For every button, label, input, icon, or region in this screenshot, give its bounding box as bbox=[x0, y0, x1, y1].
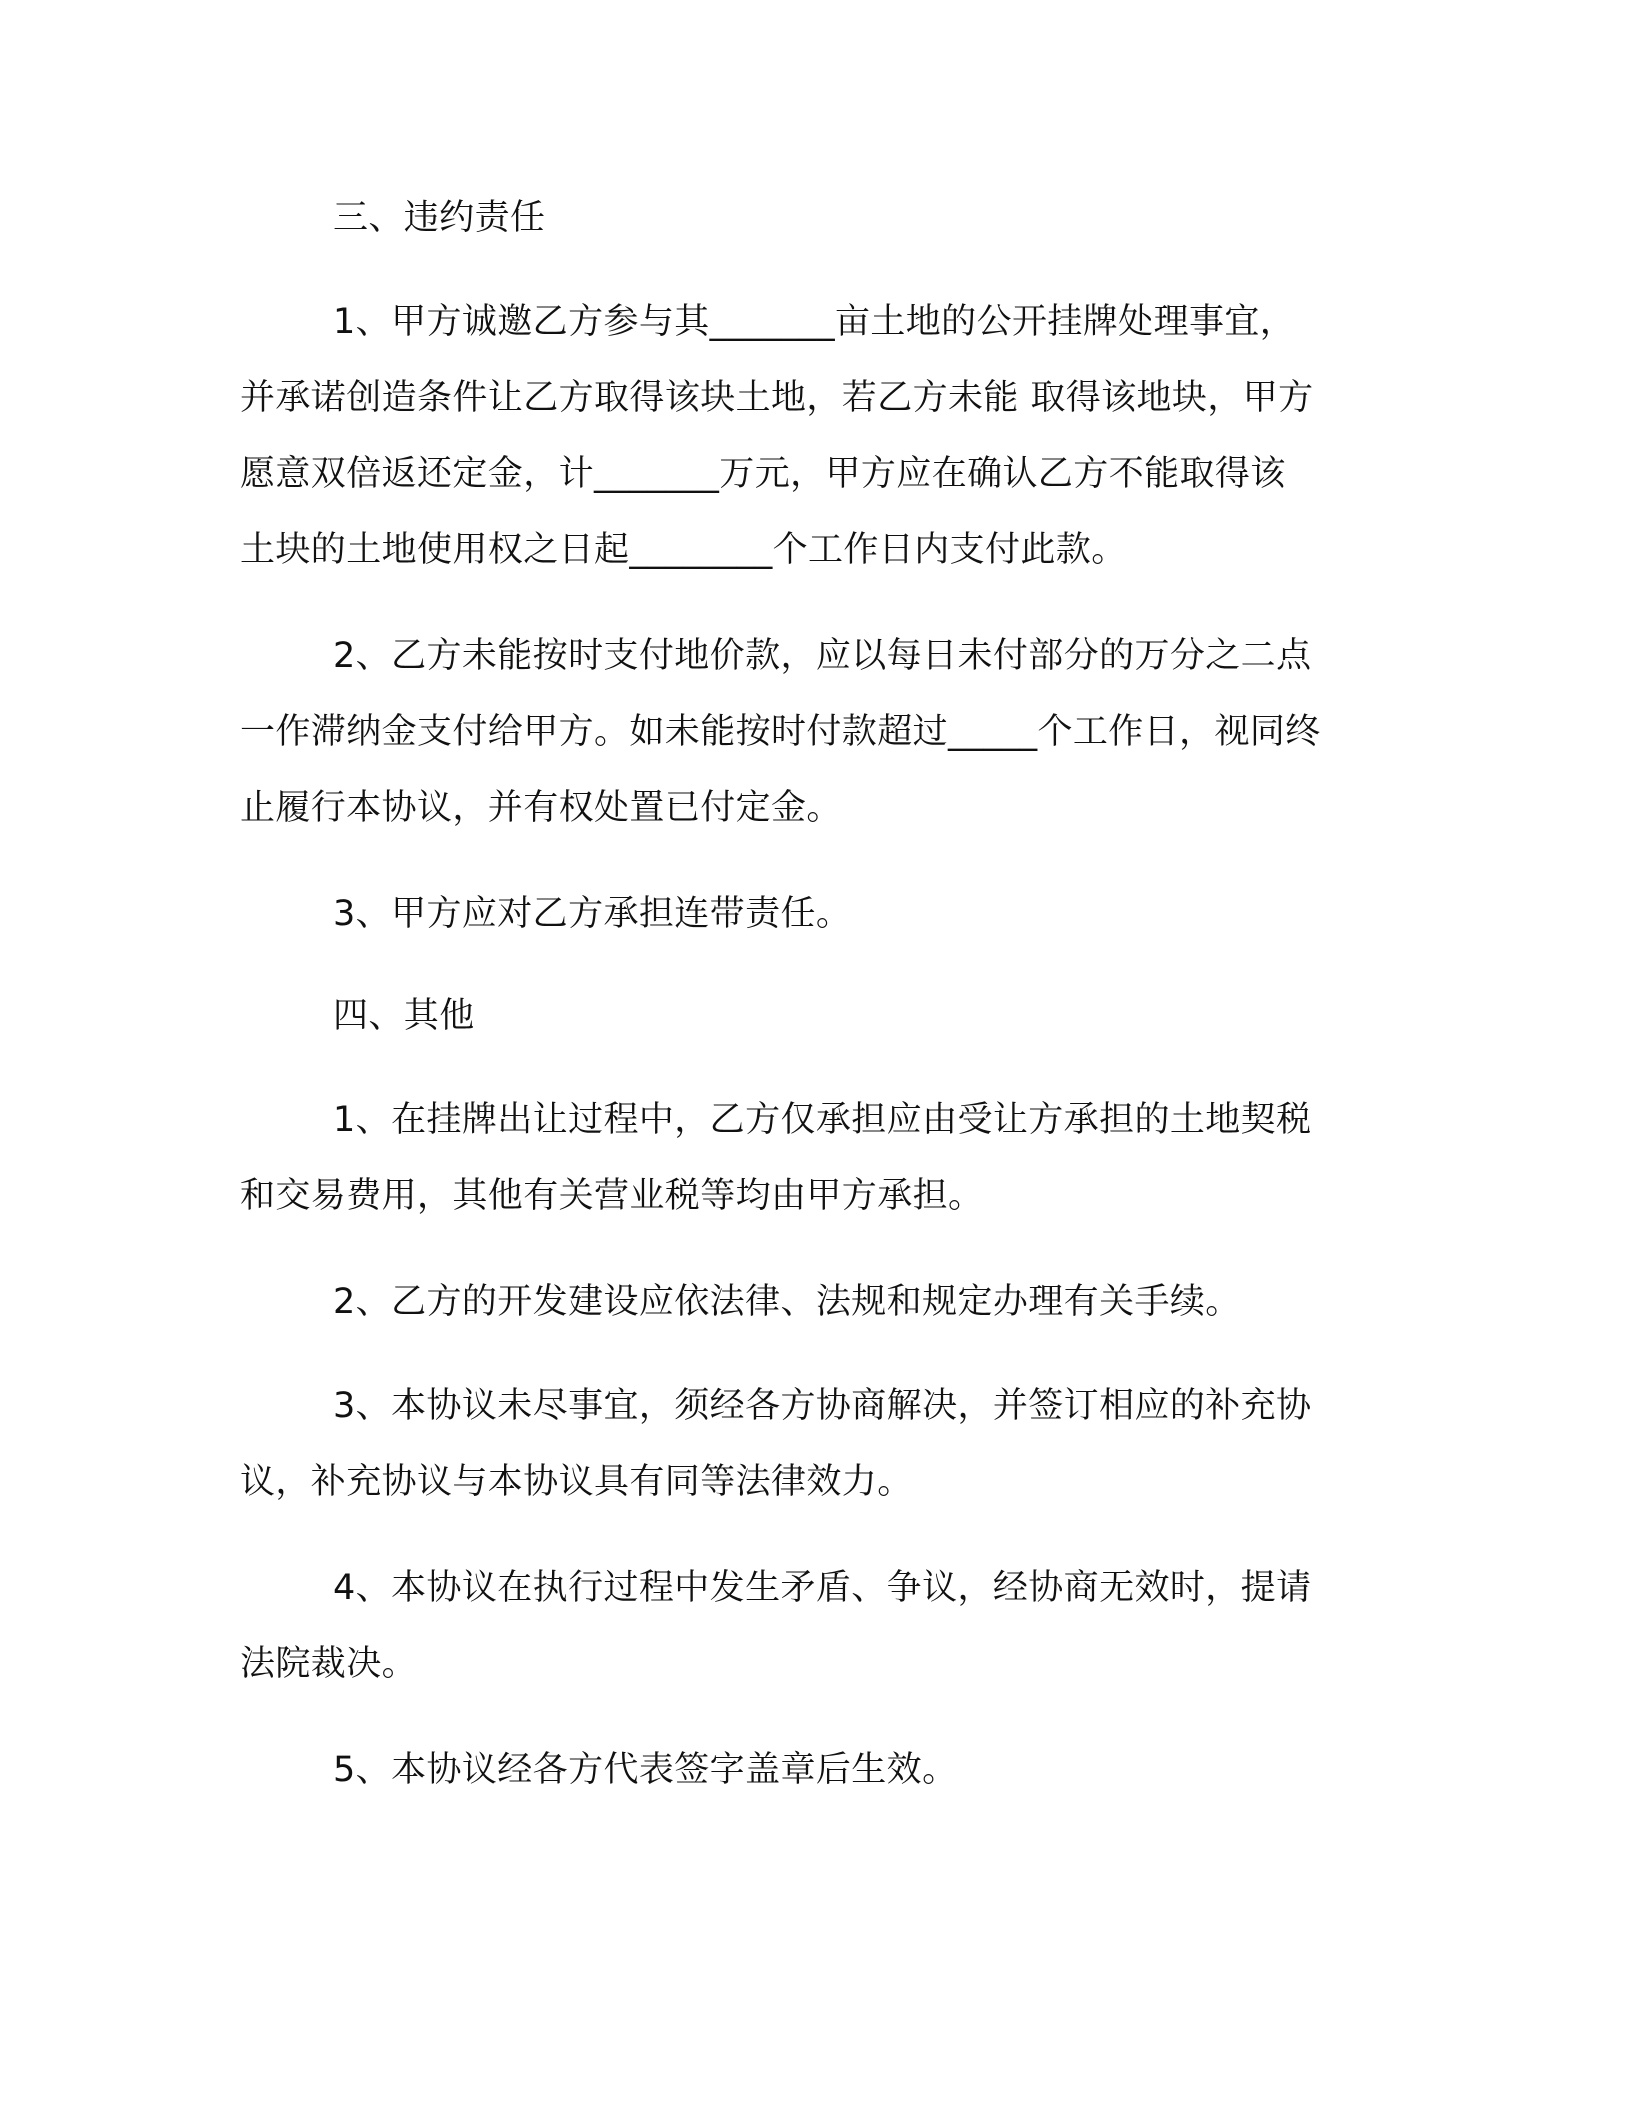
clause-3-3-line-1: 3、甲方应对乙方承担连带责任。 bbox=[333, 894, 852, 934]
clause-3-2-line-2: 一作滞纳金支付给甲方。如未能按时付款超过_____个工作日，视同终 bbox=[240, 712, 1321, 752]
clause-3-1-line-4: 土块的土地使用权之日起________个工作日内支付此款。 bbox=[240, 530, 1127, 570]
clause-4-4-line-2: 法院裁决。 bbox=[240, 1644, 418, 1684]
section-heading-other: 四、其他 bbox=[333, 996, 475, 1036]
clause-3-2-line-1: 2、乙方未能按时支付地价款，应以每日未付部分的万分之二点 bbox=[333, 636, 1312, 676]
clause-3-1-line-3: 愿意双倍返还定金，计_______万元，甲方应在确认乙方不能取得该 bbox=[240, 454, 1286, 494]
clause-4-4-line-1: 4、本协议在执行过程中发生矛盾、争议，经协商无效时，提请 bbox=[333, 1568, 1312, 1608]
section-heading-breach-liability: 三、违约责任 bbox=[333, 198, 546, 238]
clause-4-3-line-1: 3、本协议未尽事宜，须经各方协商解决，并签订相应的补充协 bbox=[333, 1386, 1312, 1426]
clause-4-1-line-2: 和交易费用，其他有关营业税等均由甲方承担。 bbox=[240, 1176, 984, 1216]
clause-4-3-line-2: 议，补充协议与本协议具有同等法律效力。 bbox=[240, 1462, 913, 1502]
clause-3-2-line-3: 止履行本协议，并有权处置已付定金。 bbox=[240, 788, 842, 828]
clause-3-1-line-2: 并承诺创造条件让乙方取得该块土地，若乙方未能 取得该地块，甲方 bbox=[240, 378, 1314, 418]
clause-4-1-line-1: 1、在挂牌出让过程中，乙方仅承担应由受让方承担的土地契税 bbox=[333, 1100, 1312, 1140]
clause-4-5-line-1: 5、本协议经各方代表签字盖章后生效。 bbox=[333, 1750, 958, 1790]
clause-4-2-line-1: 2、乙方的开发建设应依法律、法规和规定办理有关手续。 bbox=[333, 1282, 1241, 1322]
clause-3-1-line-1: 1、甲方诚邀乙方参与其_______亩土地的公开挂牌处理事宜， bbox=[333, 302, 1296, 342]
